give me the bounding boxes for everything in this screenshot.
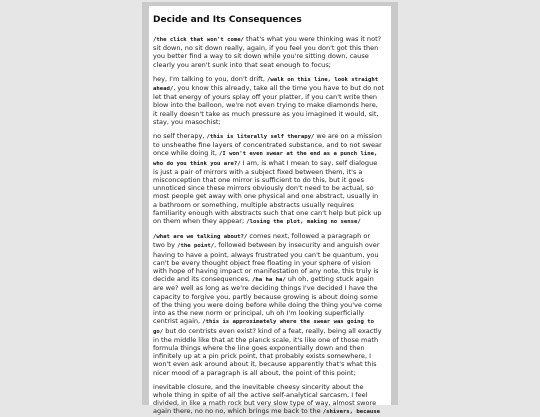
stage-direction: /what are we talking about?/ (153, 234, 248, 241)
stage-direction: /the click that won't come/ (153, 37, 244, 43)
document-body (153, 35, 384, 417)
stage-direction: /walk on this line, look straight ahead/ (153, 76, 379, 93)
paragraph-text: I am, is what I mean to say, self dialogue is just a pair of mirrors with a subject fixed between them, it's a misconception that one mirror is sufficient to do this, but it goes unnoticed since these mirrors obviously don't need to be actual, so most people get away with one physical and one abstract, usually in a bathroom or something, multiple abstracts usually requires familiarity enough with abstracts such that one can't help but pick up on them when they appear; (153, 158, 382, 226)
stage-direction: /shivers, because (322, 409, 380, 416)
paragraph-text: , you know this already, take all the time you have to but do not let that energy of yours splay off your platter, if you can't write then blow into the balloon, we're not even trying to make diamonds here, it really doesn't take as much pressure as you imagined it would, sit, stay, you masochist; (153, 84, 385, 126)
stage-direction: /the point/ (177, 243, 215, 250)
paragraph-text: we are on a mission to unsheathe fine layers of concentrated substance, and to not swear once while doing it, (153, 132, 382, 158)
stage-direction: /this is literally self therapy/ (206, 134, 315, 141)
page-frame (142, 2, 398, 416)
paragraph-text: that's what you were thinking was it not? sit down, no sit down really, again, if you feel you don't got this then you better find a way to sit down while you're sitting down, cause clearly you aren't sunk into that seat enough to focus; (153, 35, 382, 69)
paragraph-text: no self therapy, (153, 132, 207, 141)
paragraph (153, 75, 384, 126)
paragraph-text: uh oh, getting stuck again are we? well as long as we're deciding things I've decided I have the capacity to forgive you, partly because growing is about doing some of the thing you were doing before while doing the thing you've come into as the new norm or principal, uh oh I'm looking superficially centrist again, (153, 275, 382, 326)
stage-direction: /I won't even swear at the end as a punch line, who do you think you are?/ (153, 151, 378, 167)
paragraph-text: , followed between by insecurity and anguish over having to have a point, always frustrated you can't be quantum, you can't be every thought object free floating in your sphere of vision with hope of having impact or manifestation of any note, this truly is decide and its consequences, (153, 241, 380, 284)
paragraph-text: inevitable closure, and the inevitable cheesy sincerity about the whole thing in spite of all the active self-analytical sarcasm, I feel divided, in like a math rock but very slow type of way, almost swore again there, no no no, which brings me back to the (153, 382, 377, 416)
paragraph-text: hey, I'm talking to you, don't drift, (153, 74, 267, 83)
document-title: Decide and Its Consequences (153, 15, 302, 25)
paragraph-text: but do centrists even exist? kind of a feat, really, being all exactly in the middle like that at the planck scale, it's like one of those math formula things where the line goes exponentially down and then infinitely up at a pin prick point, that probably exists somewhere, I won't even ask around about it, because apparently that's what this nicer mood of a paragraph is all about, the point of this point; (153, 326, 382, 377)
paragraph (153, 232, 384, 376)
stage-direction: /losing the plot, making no sense/ (246, 219, 361, 226)
paragraph-text: comes next, followed a paragraph or two by (153, 232, 371, 250)
stage-direction: /this is approximately where the swear was going to go/ (153, 319, 374, 335)
stage-direction: /ha ha ha/ (252, 277, 286, 284)
paragraph (153, 383, 384, 417)
paragraph (153, 132, 384, 226)
paragraph (153, 35, 384, 69)
document-sheet (149, 6, 391, 416)
